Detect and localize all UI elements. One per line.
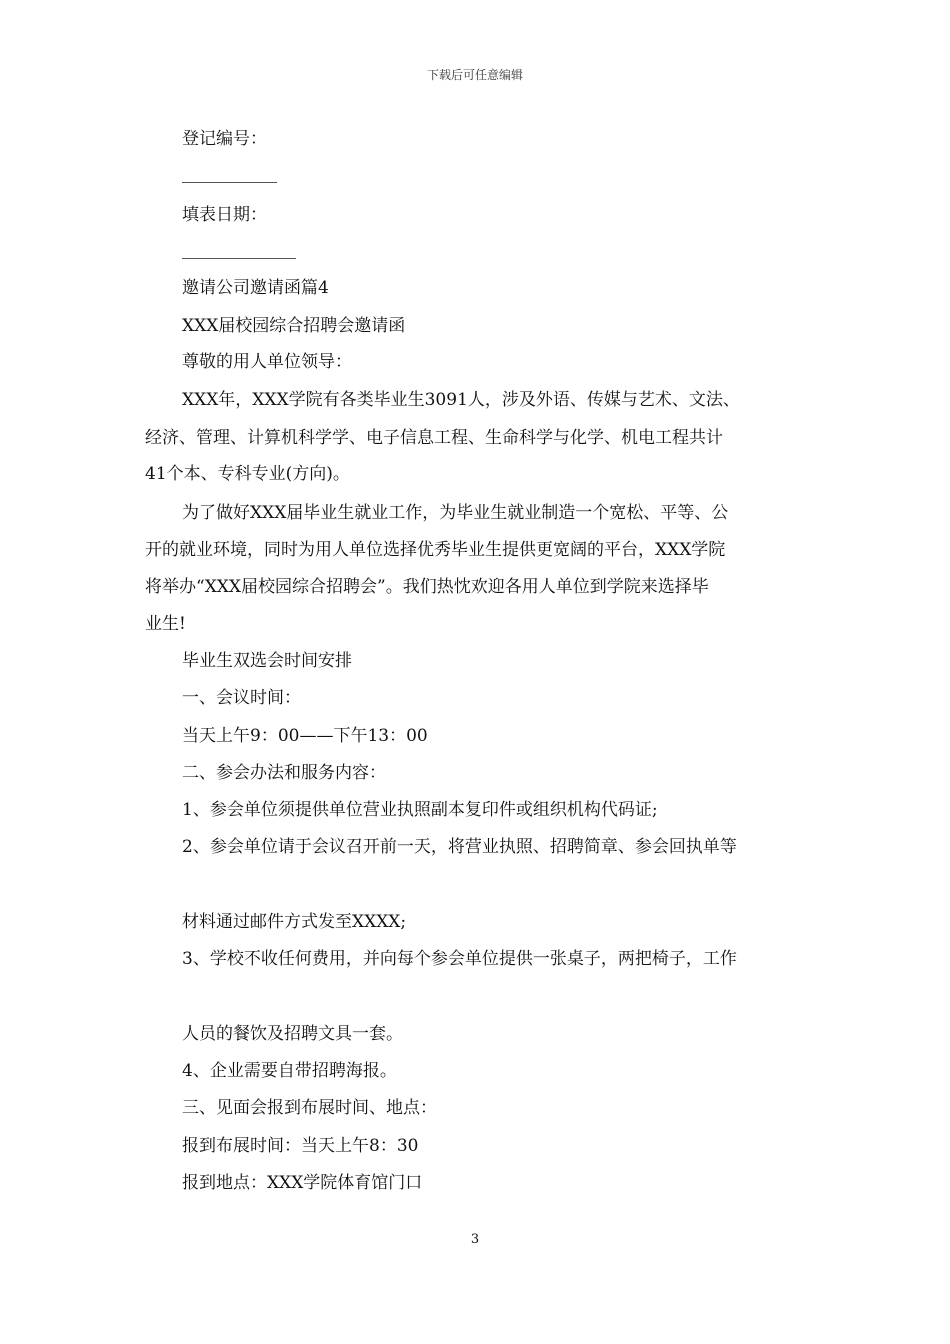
service-item-3: 3、学校不收任何费用，并向每个参会单位提供一张桌子，两把椅子，工作 xyxy=(182,949,737,969)
paragraph-1-line-1: XXX年，XXX学院有各类毕业生3091人，涉及外语、传媒与艺术、文法、 xyxy=(182,390,740,410)
registration-number-blank xyxy=(182,182,277,183)
registration-number-label: 登记编号： xyxy=(182,129,267,149)
meeting-time-heading: 一、会议时间： xyxy=(182,688,301,708)
fill-date-label: 填表日期： xyxy=(182,205,267,225)
meeting-time-value: 当天上午9：00——下午13：00 xyxy=(182,726,428,746)
paragraph-2-line-4: 业生! xyxy=(145,614,186,634)
paragraph-2-line-1: 为了做好XXX届毕业生就业工作，为毕业生就业制造一个宽松、平等、公 xyxy=(182,503,729,523)
checkin-heading: 三、见面会报到布展时间、地点： xyxy=(182,1098,437,1118)
fill-date-blank xyxy=(182,258,296,259)
service-item-3-cont: 人员的餐饮及招聘文具一套。 xyxy=(182,1024,403,1044)
service-item-4: 4、企业需要自带招聘海报。 xyxy=(182,1061,397,1081)
service-item-1: 1、参会单位须提供单位营业执照副本复印件或组织机构代码证; xyxy=(182,800,658,820)
paragraph-1-line-3: 41个本、专科专业(方向)。 xyxy=(145,464,350,484)
service-item-2-cont: 材料通过邮件方式发至XXXX; xyxy=(182,912,407,932)
salutation: 尊敬的用人单位领导： xyxy=(182,352,352,372)
schedule-heading: 毕业生双选会时间安排 xyxy=(182,651,352,671)
section-title: 邀请公司邀请函篇4 xyxy=(182,278,329,298)
paragraph-2-line-2: 开的就业环境，同时为用人单位选择优秀毕业生提供更宽阔的平台，XXX学院 xyxy=(145,540,726,560)
paragraph-2-line-3: 将举办“XXX届校园综合招聘会”。我们热忱欢迎各用人单位到学院来选择毕 xyxy=(145,577,709,597)
paragraph-1-line-2: 经济、管理、计算机科学学、电子信息工程、生命科学与化学、机电工程共计 xyxy=(145,428,723,448)
page-number: 3 xyxy=(470,1232,480,1247)
checkin-time: 报到布展时间：当天上午8：30 xyxy=(182,1136,419,1156)
letter-title: XXX届校园综合招聘会邀请函 xyxy=(182,316,406,336)
checkin-location: 报到地点：XXX学院体育馆门口 xyxy=(182,1173,423,1193)
page-header: 下载后可任意编辑 xyxy=(426,68,523,82)
services-heading: 二、参会办法和服务内容： xyxy=(182,763,386,783)
service-item-2: 2、参会单位请于会议召开前一天，将营业执照、招聘简章、参会回执单等 xyxy=(182,837,737,857)
